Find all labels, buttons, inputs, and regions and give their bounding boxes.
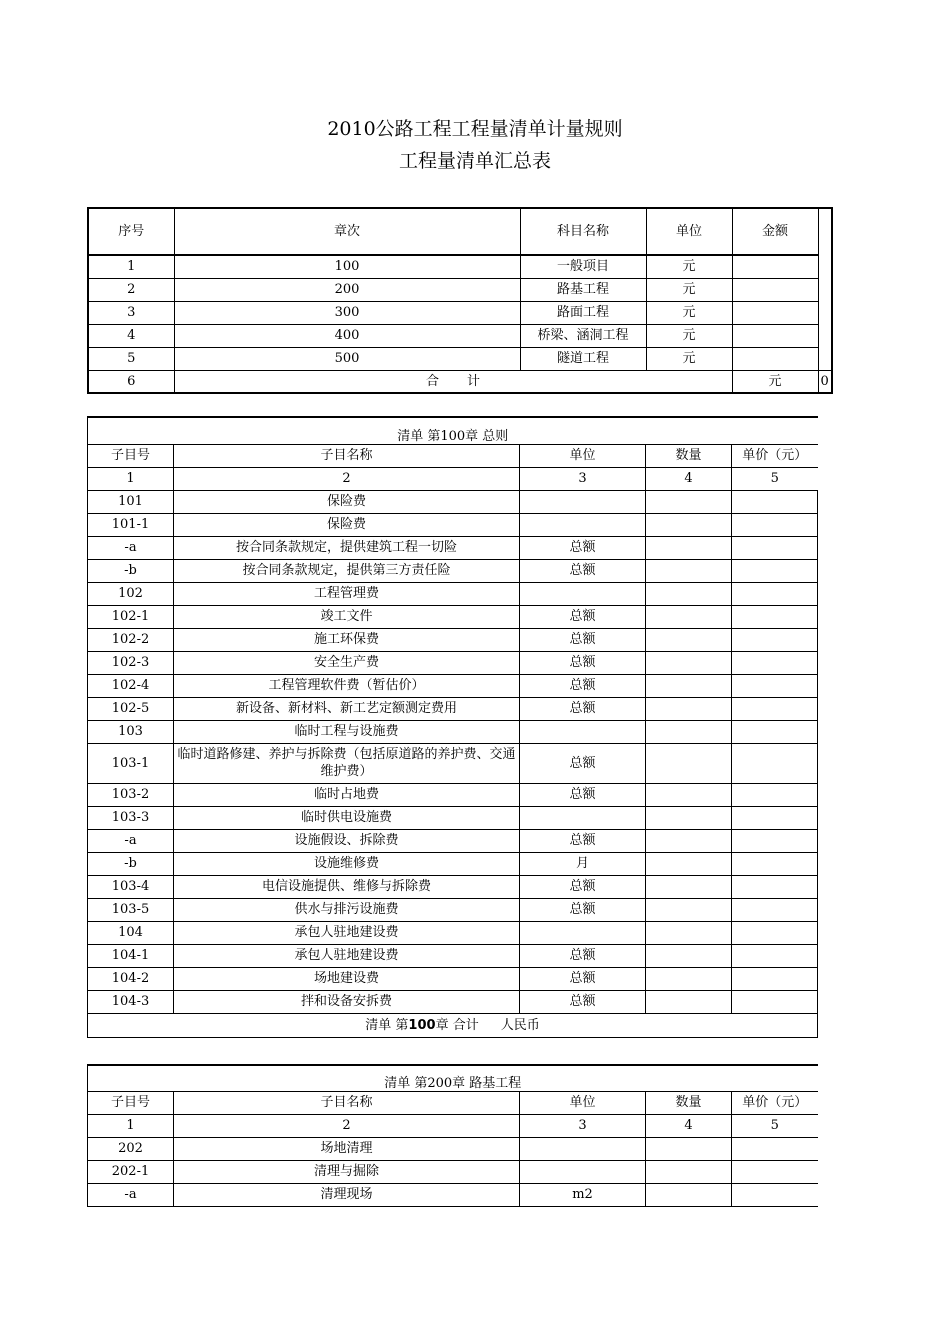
item-code-cell: 104-3 <box>88 990 174 1013</box>
summary-amount-cell <box>732 255 818 278</box>
item-unit-cell <box>520 720 646 743</box>
item-price-cell <box>732 829 818 852</box>
item-price-cell <box>732 1183 818 1206</box>
page-title: 2010公路工程工程量清单计量规则 <box>327 118 623 140</box>
item-name-cell: 承包人驻地建设费 <box>174 944 520 967</box>
summary-unit-cell: 元 <box>646 255 732 278</box>
summary-chapter-cell: 100 <box>174 255 520 278</box>
bill-item-row <box>88 720 818 743</box>
bill-title-row <box>88 1065 818 1091</box>
item-code-cell: 103-2 <box>88 783 174 806</box>
bill-footer-row <box>88 1013 818 1037</box>
item-code-cell: -b <box>88 852 174 875</box>
item-unit-cell: 总额 <box>520 674 646 697</box>
item-quantity-cell <box>646 1160 732 1183</box>
header-cell: 科目名称 <box>520 208 646 255</box>
bill-item-row <box>88 513 818 536</box>
bill-header-cell: 单位 <box>520 1091 646 1114</box>
summary-unit-cell: 元 <box>646 324 732 347</box>
item-price-cell <box>732 582 818 605</box>
summary-no-cell: 4 <box>88 324 174 347</box>
item-quantity-cell <box>646 1137 732 1160</box>
summary-no-cell: 6 <box>88 370 174 393</box>
item-price-cell <box>732 720 818 743</box>
bill-item-row <box>88 697 818 720</box>
bill-item-row <box>88 1137 818 1160</box>
bill-header-cell: 单价（元） <box>732 444 818 467</box>
item-price-cell <box>732 536 818 559</box>
summary-no-cell: 3 <box>88 301 174 324</box>
summary-amount-cell <box>732 301 818 324</box>
item-quantity-cell <box>646 559 732 582</box>
summary-table <box>87 207 833 394</box>
item-quantity-cell <box>646 720 732 743</box>
item-code-cell: 202-1 <box>88 1160 174 1183</box>
summary-row <box>88 324 832 347</box>
summary-row <box>88 301 832 324</box>
item-quantity-cell <box>646 1183 732 1206</box>
bill-index-row <box>88 467 818 490</box>
item-quantity-cell <box>646 852 732 875</box>
item-quantity-cell <box>646 990 732 1013</box>
summary-name-cell: 一般项目 <box>520 255 646 278</box>
bill-item-row <box>88 921 818 944</box>
item-code-cell: 103 <box>88 720 174 743</box>
item-price-cell <box>732 944 818 967</box>
item-name-cell: 保险费 <box>174 513 520 536</box>
bill-table-chapter-100 <box>87 416 818 1038</box>
item-code-cell: -b <box>88 559 174 582</box>
bill-item-row <box>88 651 818 674</box>
item-code-cell: 104-2 <box>88 967 174 990</box>
item-price-cell <box>732 921 818 944</box>
item-name-cell: 临时供电设施费 <box>174 806 520 829</box>
summary-chapter-cell: 300 <box>174 301 520 324</box>
summary-row <box>88 278 832 301</box>
summary-amount-cell <box>732 324 818 347</box>
item-price-cell <box>732 697 818 720</box>
item-unit-cell: 总额 <box>520 651 646 674</box>
item-code-cell: 102-2 <box>88 628 174 651</box>
item-name-cell: 临时道路修建、养护与拆除费（包括原道路的养护费、交通维护费） <box>174 743 520 783</box>
summary-no-cell: 5 <box>88 347 174 370</box>
item-quantity-cell <box>646 898 732 921</box>
item-code-cell: 104 <box>88 921 174 944</box>
item-name-cell: 新设备、新材料、新工艺定额测定费用 <box>174 697 520 720</box>
summary-name-cell: 路面工程 <box>520 301 646 324</box>
item-unit-cell <box>520 490 646 513</box>
summary-no-cell: 1 <box>88 255 174 278</box>
bill-index-cell: 5 <box>732 467 818 490</box>
footer-prefix: 清单 第 <box>365 1017 409 1033</box>
bill-header-cell: 数量 <box>646 1091 732 1114</box>
header-cell: 金额 <box>732 208 818 255</box>
item-price-cell <box>732 513 818 536</box>
item-unit-cell: 总额 <box>520 944 646 967</box>
bill-item-row <box>88 783 818 806</box>
total-label-b: 计 <box>467 373 481 389</box>
item-quantity-cell <box>646 628 732 651</box>
bill-item-row <box>88 829 818 852</box>
bill-item-row <box>88 743 818 783</box>
item-unit-cell <box>520 1137 646 1160</box>
summary-chapter-cell: 200 <box>174 278 520 301</box>
item-quantity-cell <box>646 674 732 697</box>
bill-index-cell: 4 <box>646 1114 732 1137</box>
item-quantity-cell <box>646 697 732 720</box>
item-quantity-cell <box>646 536 732 559</box>
item-quantity-cell <box>646 651 732 674</box>
item-name-cell: 按合同条款规定，提供第三方责任险 <box>174 559 520 582</box>
item-price-cell <box>732 875 818 898</box>
summary-no-cell: 2 <box>88 278 174 301</box>
item-name-cell: 保险费 <box>174 490 520 513</box>
bill-index-cell: 3 <box>520 467 646 490</box>
bill-item-row <box>88 967 818 990</box>
item-price-cell <box>732 674 818 697</box>
item-name-cell: 临时占地费 <box>174 783 520 806</box>
bill-item-row <box>88 852 818 875</box>
item-name-cell: 安全生产费 <box>174 651 520 674</box>
item-code-cell: 102-3 <box>88 651 174 674</box>
bill-header-row <box>88 1091 818 1114</box>
bill-title: 清单 第100章 总则 <box>88 417 818 444</box>
summary-header-row <box>88 208 832 255</box>
item-quantity-cell <box>646 921 732 944</box>
item-quantity-cell <box>646 513 732 536</box>
item-price-cell <box>732 990 818 1013</box>
item-quantity-cell <box>646 582 732 605</box>
bill-item-row <box>88 628 818 651</box>
bill-footer-cell <box>88 1013 818 1037</box>
item-unit-cell: 总额 <box>520 898 646 921</box>
item-name-cell: 拌和设备安拆费 <box>174 990 520 1013</box>
item-name-cell: 施工环保费 <box>174 628 520 651</box>
item-name-cell: 竣工文件 <box>174 605 520 628</box>
summary-chapter-cell: 400 <box>174 324 520 347</box>
bill-index-cell: 5 <box>732 1114 818 1137</box>
item-name-cell: 工程管理费 <box>174 582 520 605</box>
item-price-cell <box>732 628 818 651</box>
bill-item-row <box>88 536 818 559</box>
header-cell: 单位 <box>646 208 732 255</box>
item-unit-cell: 总额 <box>520 829 646 852</box>
summary-amount-cell <box>732 347 818 370</box>
item-name-cell: 场地建设费 <box>174 967 520 990</box>
item-code-cell: -a <box>88 536 174 559</box>
item-unit-cell: 总额 <box>520 697 646 720</box>
summary-amount-cell <box>732 278 818 301</box>
item-unit-cell <box>520 513 646 536</box>
item-code-cell: 101-1 <box>88 513 174 536</box>
bill-index-cell: 3 <box>520 1114 646 1137</box>
item-name-cell: 清理现场 <box>174 1183 520 1206</box>
bill-item-row <box>88 490 818 513</box>
item-unit-cell: 总额 <box>520 967 646 990</box>
item-code-cell: -a <box>88 829 174 852</box>
item-name-cell: 设施假设、拆除费 <box>174 829 520 852</box>
bill-title: 清单 第200章 路基工程 <box>88 1065 818 1091</box>
item-name-cell: 临时工程与设施费 <box>174 720 520 743</box>
bill-item-row <box>88 1160 818 1183</box>
item-price-cell <box>732 743 818 783</box>
item-quantity-cell <box>646 490 732 513</box>
bill-item-row <box>88 605 818 628</box>
summary-row <box>88 255 832 278</box>
bill-title-row <box>88 417 818 444</box>
item-unit-cell <box>520 806 646 829</box>
item-code-cell: 101 <box>88 490 174 513</box>
item-price-cell <box>732 852 818 875</box>
item-code-cell: 102-4 <box>88 674 174 697</box>
item-price-cell <box>732 898 818 921</box>
bill-header-cell: 单价（元） <box>732 1091 818 1114</box>
item-name-cell: 设施维修费 <box>174 852 520 875</box>
footer-chapter: 100 <box>408 1017 436 1033</box>
header-cell: 序号 <box>88 208 174 255</box>
item-name-cell: 场地清理 <box>174 1137 520 1160</box>
item-unit-cell: 总额 <box>520 990 646 1013</box>
item-code-cell: 103-3 <box>88 806 174 829</box>
item-code-cell: -a <box>88 1183 174 1206</box>
bill-header-cell: 子目号 <box>88 444 174 467</box>
item-code-cell: 102-1 <box>88 605 174 628</box>
bill-header-row <box>88 444 818 467</box>
item-quantity-cell <box>646 875 732 898</box>
summary-unit-cell: 元 <box>646 347 732 370</box>
item-code-cell: 102 <box>88 582 174 605</box>
item-unit-cell: 总额 <box>520 875 646 898</box>
item-unit-cell: 月 <box>520 852 646 875</box>
item-quantity-cell <box>646 806 732 829</box>
item-name-cell: 工程管理软件费（暂估价） <box>174 674 520 697</box>
bill-index-cell: 4 <box>646 467 732 490</box>
bill-item-row <box>88 990 818 1013</box>
item-unit-cell <box>520 921 646 944</box>
page-subtitle: 工程量清单汇总表 <box>398 150 551 172</box>
bill-index-row <box>88 1114 818 1137</box>
item-code-cell: 102-5 <box>88 697 174 720</box>
item-unit-cell: m2 <box>520 1183 646 1206</box>
item-quantity-cell <box>646 743 732 783</box>
bill-item-row <box>88 674 818 697</box>
bill-header-cell: 子目名称 <box>174 1091 520 1114</box>
total-label-a: 合 <box>425 373 439 389</box>
bill-header-cell: 数量 <box>646 444 732 467</box>
footer-currency: 人民币 <box>500 1017 540 1033</box>
summary-unit-cell: 元 <box>646 301 732 324</box>
item-code-cell: 103-5 <box>88 898 174 921</box>
bill-index-cell: 2 <box>174 467 520 490</box>
summary-name-cell: 路基工程 <box>520 278 646 301</box>
summary-unit-cell: 元 <box>732 370 818 393</box>
item-code-cell: 104-1 <box>88 944 174 967</box>
summary-chapter-cell: 500 <box>174 347 520 370</box>
item-unit-cell: 总额 <box>520 628 646 651</box>
item-name-cell: 承包人驻地建设费 <box>174 921 520 944</box>
bill-header-cell: 子目号 <box>88 1091 174 1114</box>
item-price-cell <box>732 651 818 674</box>
item-price-cell <box>732 967 818 990</box>
summary-name-cell: 隧道工程 <box>520 347 646 370</box>
summary-row <box>88 347 832 370</box>
bill-header-cell: 子目名称 <box>174 444 520 467</box>
item-unit-cell: 总额 <box>520 605 646 628</box>
bill-item-row <box>88 559 818 582</box>
summary-total-label <box>174 370 732 393</box>
item-price-cell <box>732 783 818 806</box>
bill-item-row <box>88 875 818 898</box>
bill-item-row <box>88 806 818 829</box>
item-quantity-cell <box>646 783 732 806</box>
item-name-cell: 清理与掘除 <box>174 1160 520 1183</box>
item-price-cell <box>732 1160 818 1183</box>
item-unit-cell: 总额 <box>520 783 646 806</box>
item-price-cell <box>732 490 818 513</box>
item-name-cell: 电信设施提供、维修与拆除费 <box>174 875 520 898</box>
bill-index-cell: 1 <box>88 467 174 490</box>
item-code-cell: 103-1 <box>88 743 174 783</box>
item-unit-cell: 总额 <box>520 743 646 783</box>
bill-item-row <box>88 944 818 967</box>
item-name-cell: 按合同条款规定，提供建筑工程一切险 <box>174 536 520 559</box>
item-unit-cell: 总额 <box>520 559 646 582</box>
item-name-cell: 供水与排污设施费 <box>174 898 520 921</box>
bill-index-cell: 2 <box>174 1114 520 1137</box>
item-code-cell: 103-4 <box>88 875 174 898</box>
bill-header-cell: 单位 <box>520 444 646 467</box>
summary-name-cell: 桥梁、涵洞工程 <box>520 324 646 347</box>
summary-unit-cell: 元 <box>646 278 732 301</box>
item-unit-cell <box>520 1160 646 1183</box>
item-price-cell <box>732 806 818 829</box>
header-cell: 章次 <box>174 208 520 255</box>
item-code-cell: 202 <box>88 1137 174 1160</box>
item-unit-cell <box>520 582 646 605</box>
item-quantity-cell <box>646 829 732 852</box>
bill-item-row <box>88 1183 818 1206</box>
footer-suffix: 章 合计 <box>435 1017 479 1033</box>
bill-item-row <box>88 898 818 921</box>
item-price-cell <box>732 559 818 582</box>
item-quantity-cell <box>646 944 732 967</box>
item-quantity-cell <box>646 967 732 990</box>
item-price-cell <box>732 1137 818 1160</box>
summary-total-row <box>88 370 832 393</box>
summary-amount-cell: 0 <box>818 370 832 393</box>
item-price-cell <box>732 605 818 628</box>
bill-item-row <box>88 582 818 605</box>
item-unit-cell: 总额 <box>520 536 646 559</box>
bill-table-chapter-200 <box>87 1064 818 1207</box>
item-quantity-cell <box>646 605 732 628</box>
bill-index-cell: 1 <box>88 1114 174 1137</box>
